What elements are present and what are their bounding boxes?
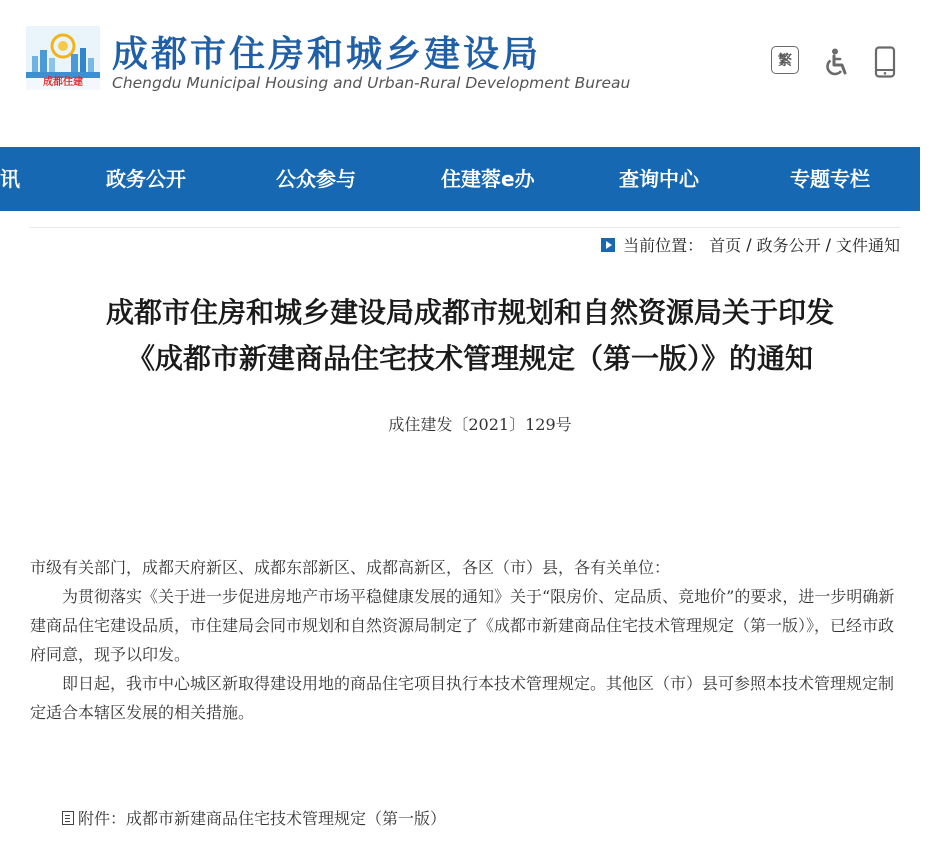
nav-item-public-participation[interactable]: 公众参与 (276, 167, 356, 191)
logo-caption: 成都住建 (43, 77, 83, 88)
mobile-phone-icon (873, 46, 897, 78)
logo-graphic (26, 26, 100, 78)
attachment-link[interactable] (62, 806, 446, 829)
wheelchair-icon (821, 47, 851, 77)
article-title (30, 290, 910, 382)
attachment-label[interactable]: 附件：成都市新建商品住宅技术管理规定（第一版） (78, 809, 447, 828)
traditional-chinese-button[interactable]: 繁 (771, 46, 799, 74)
paragraph: 为贯彻落实《关于进一步促进房地产市场平稳健康发展的通知》关于“限房价、定品质、竞地价”的要求，进一步明确新建商品住宅建设品质，市住建局会同市规划和自然资源局制定了《成都市新建商品住宅技术管理规定（第一版）》，已经市政府同意，现予以印发。 (30, 587, 895, 664)
breadcrumb-separator: / (746, 235, 752, 254)
bureau-logo[interactable] (26, 26, 100, 90)
breadcrumb-file-notices[interactable]: 文件通知 (835, 236, 900, 255)
paragraph: 即日起，我市中心城区新取得建设用地的商品住宅项目执行本技术管理规定。其他区（市）县可参照本技术管理规定制定适合本辖区发展的相关措施。 (30, 674, 895, 722)
nav-item-news[interactable]: 讯 (0, 167, 20, 191)
breadcrumb-home[interactable]: 首页 (709, 236, 742, 255)
breadcrumb (601, 233, 900, 256)
article-body (30, 553, 900, 727)
document-icon (62, 811, 74, 825)
mobile-version-button[interactable] (869, 46, 901, 78)
article-title-line2: 《成都市新建商品住宅技术管理规定（第一版）》的通知 (126, 342, 813, 375)
breadcrumb-separator: / (825, 235, 831, 254)
site-header (0, 0, 940, 130)
nav-item-special-topics[interactable]: 专题专栏 (790, 167, 870, 191)
document-number: 成住建发〔2021〕129号 (388, 415, 572, 434)
salutation: 市级有关部门，成都天府新区、成都东部新区、成都高新区，各区（市）县，各有关单位： (30, 558, 671, 577)
nav-item-e-service[interactable]: 住建蓉e办 (441, 167, 535, 191)
article-title-line1: 成都市住房和城乡建设局成都市规划和自然资源局关于印发 (105, 296, 834, 329)
accessibility-button[interactable] (820, 46, 852, 78)
site-subtitle: Chengdu Municipal Housing and Urban-Rural Development Bureau (112, 74, 631, 92)
breadcrumb-prefix: 当前位置： (623, 236, 704, 255)
main-nav (0, 147, 920, 211)
location-arrow-icon (601, 238, 615, 252)
breadcrumb-divider (30, 227, 900, 228)
site-title[interactable]: 成都市住房和城乡建设局 (112, 34, 542, 75)
nav-item-query-center[interactable]: 查询中心 (619, 167, 699, 191)
breadcrumb-government-affairs[interactable]: 政务公开 (756, 236, 821, 255)
nav-item-government-affairs[interactable]: 政务公开 (106, 167, 186, 191)
